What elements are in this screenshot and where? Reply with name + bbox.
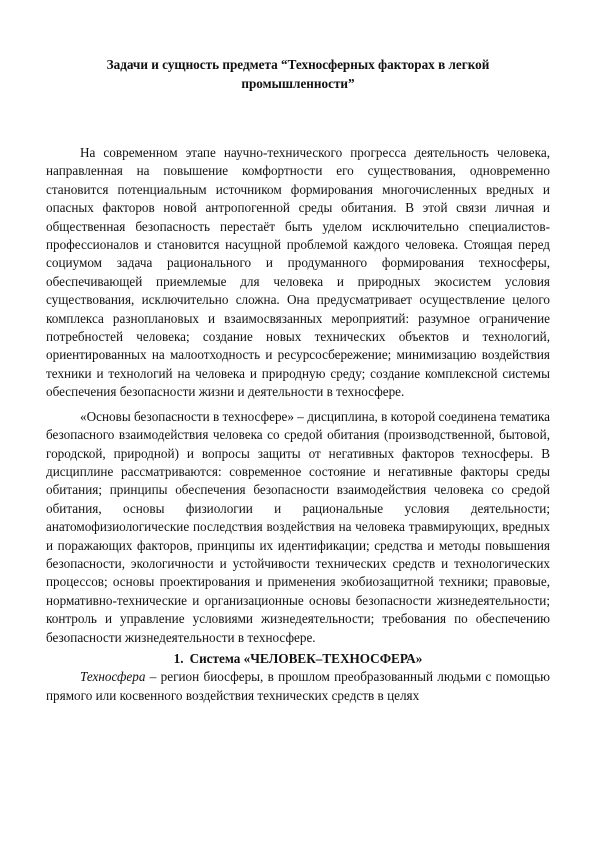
paragraph-technosphere	[46, 668, 550, 705]
section-title: Система «ЧЕЛОВЕК–ТЕХНОСФЕРА»	[189, 650, 423, 666]
paragraph-discipline: «Основы безопасности в техносфере» – дисциплина, в которой соединена тематика безопасного взаимодействия человека со средой обитания (производственной, бытовой, городской, природной) и вопросы защиты от негативных факторов техносферы. В дисциплине рассматриваются: современное состояние и негативные факторы среды обитания; принципы обеспечения безопасности взаимодействия человека со средой обитания, основы физиологии и рациональные условия деятельности; анатомофизиологические последствия воздействия на человека травмирующих, вредных и поражающих факторов, принципы их идентификации; средства и методы повышения безопасности, экологичности и устойчивости технических средств и технологических процессов; основы проектирования и применения экобиозащитной техники; правовые, нормативно-технические и организационные основы безопасности жизнедеятельности; контроль и управление условиями жизнедеятельности; требования по обеспечению безопасности жизнедеятельности в техносфере.	[46, 408, 550, 645]
section-heading	[46, 650, 550, 668]
term-technosphere: Техносфера	[80, 669, 146, 685]
paragraph-technosphere-text: – регион биосферы, в прошлом преобразованный людьми с помощью прямого или косвенного воздействия технических средств в целях	[46, 669, 550, 703]
document-title: Задачи и сущность предмета “Техносферных факторах в легкой промышленности”	[106, 57, 490, 91]
paragraph-intro: На современном этапе научно-технического прогресса деятельность человека, направленная на повышение комфортности его существования, одновременно становится потенциальным источником формирования многочисленных вредных и опасных факторов новой антропогенной среды обитания. В этой связи личная и общественная безопасность перестаёт быть уделом исключительно специалистов-профессионалов и становится насущной проблемой каждого человека. Стоящая перед социумом задача рационального и продуманного формирования техносферы, обеспечивающей приемлемые для человека и природных экосистем условия существования, исключительно сложна. Она предусматривает осуществление целого комплекса разноплановых и взаимосвязанных мероприятий: разумное ограничение потребностей человека; создание новых технических объектов и технологий, ориентированных на малоотходность и ресурсосбережение; минимизацию воздействия техники и технологий на человека и природную среду; создание комплексной системы обеспечения безопасности жизни и деятельности в техносфере.	[46, 145, 550, 400]
section-number: 1.	[173, 650, 184, 666]
